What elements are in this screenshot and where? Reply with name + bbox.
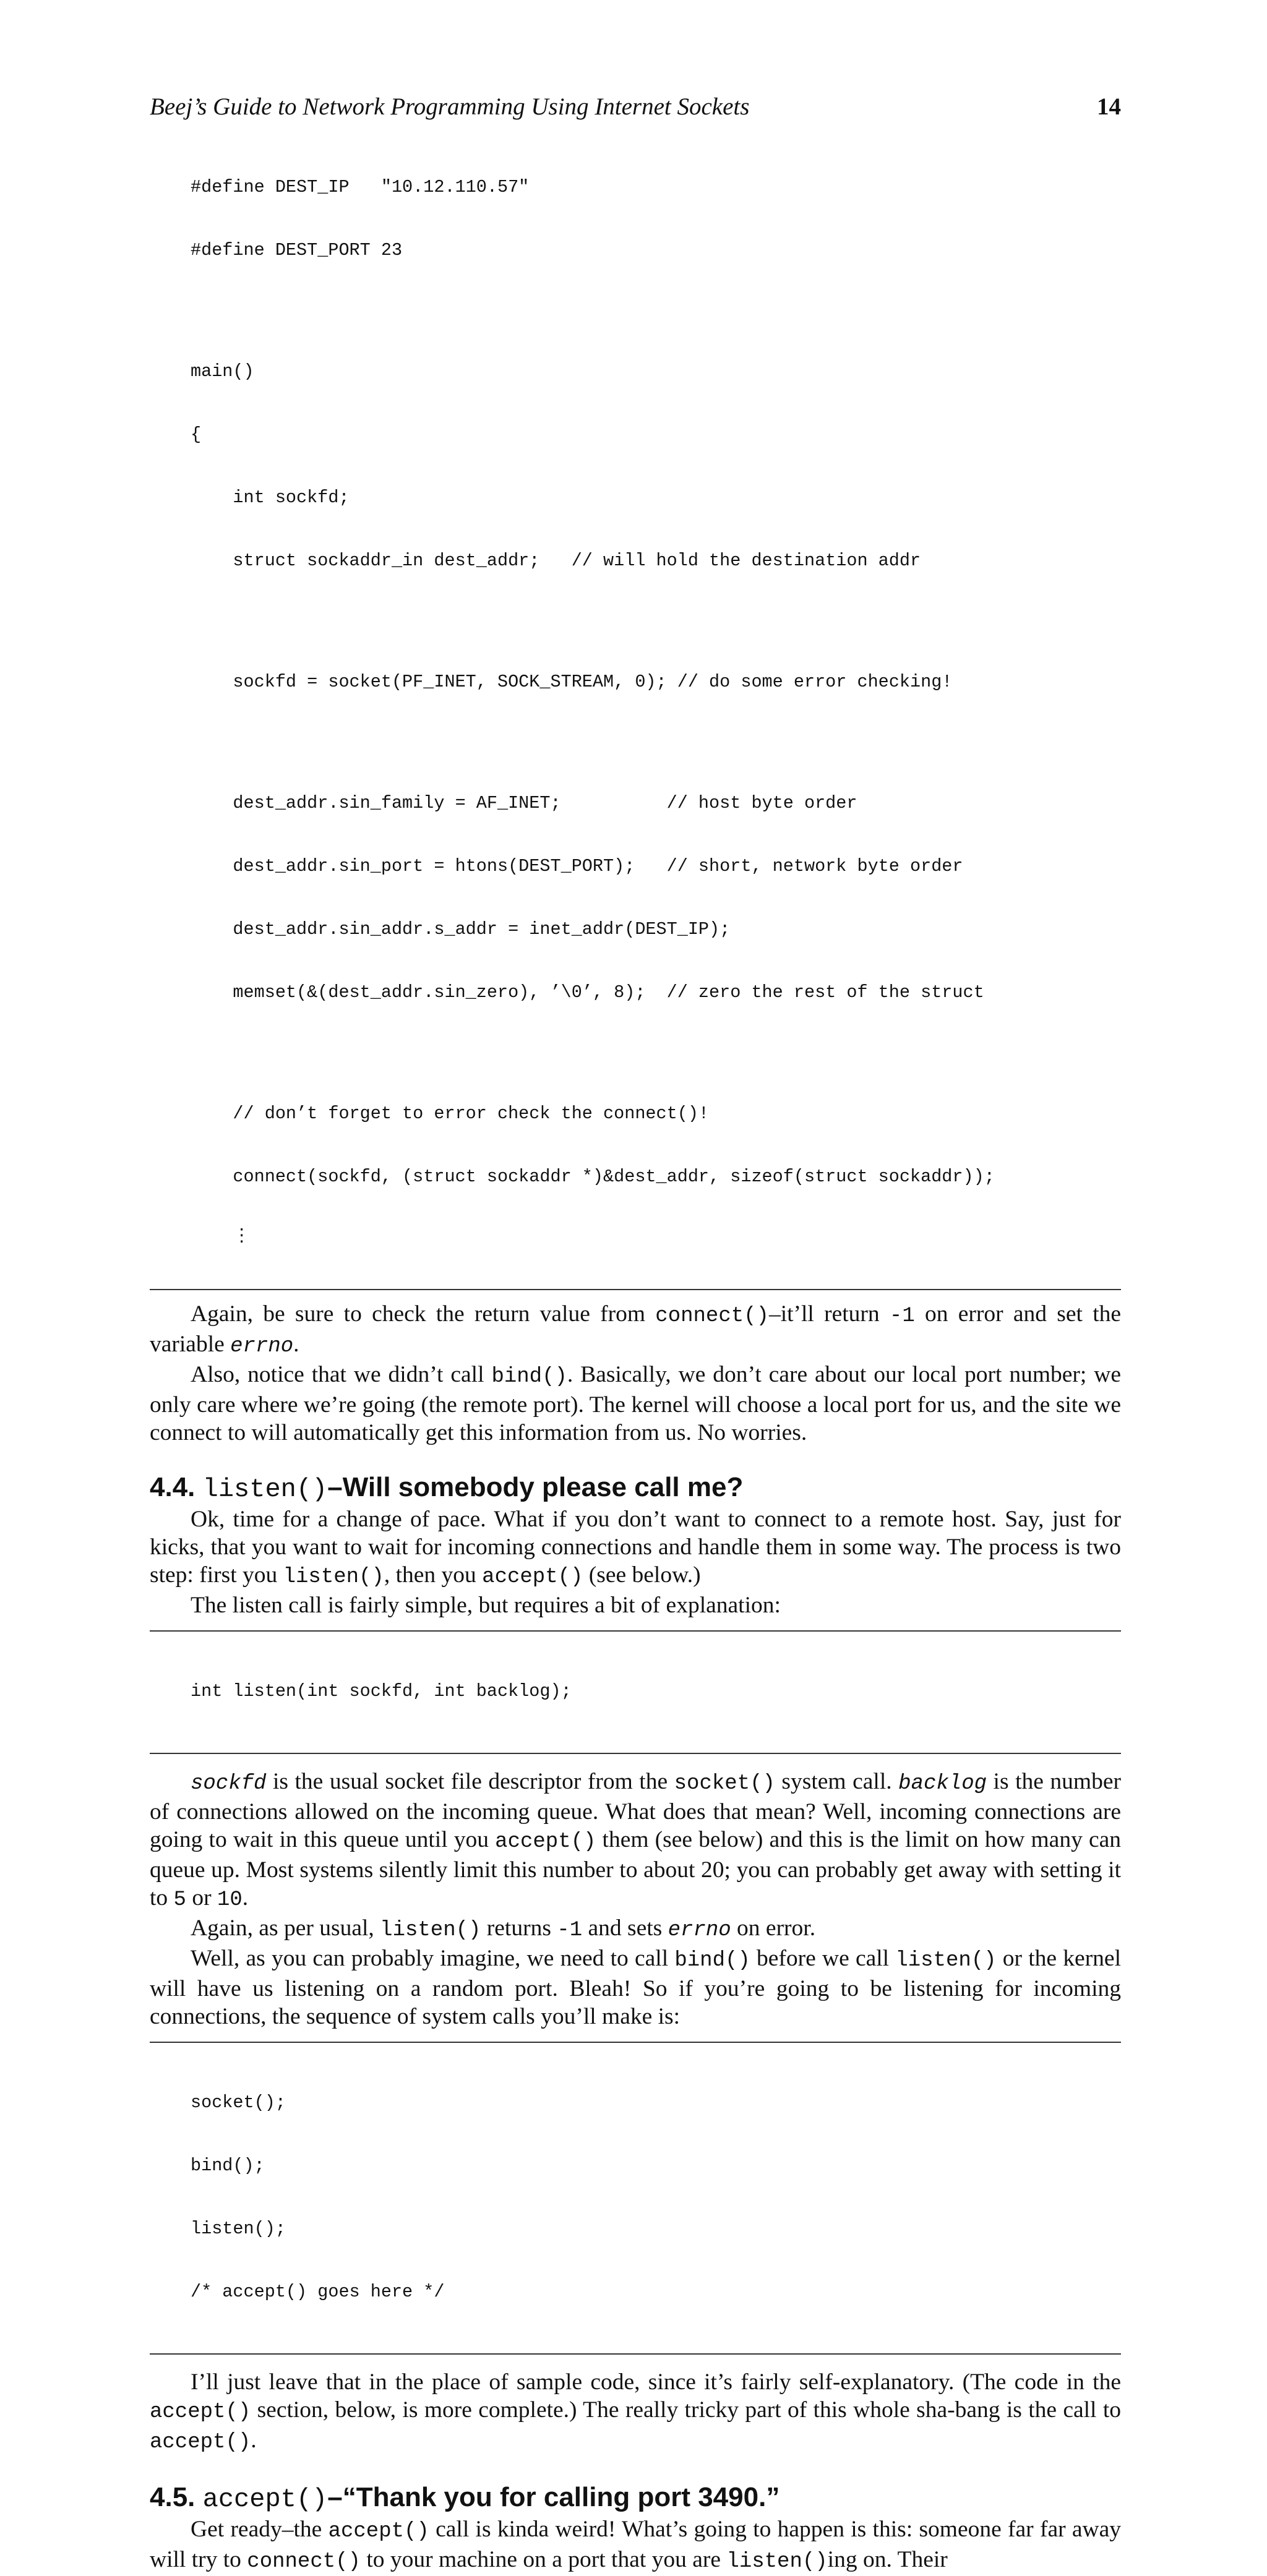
horizontal-rule [150,1289,1121,1290]
code-line: // don’t forget to error check the connect()! [191,1103,710,1124]
code-inline: errno [668,1919,731,1942]
paragraph [150,1505,1121,1591]
document-page [150,93,1121,2576]
text: on error. [731,1915,816,1941]
text: Also, notice that we didn’t call [191,1362,492,1387]
text: (see below.) [583,1562,701,1588]
code-blank-line [191,303,1121,319]
code-inline: accept() [328,2520,429,2543]
code-blank-line [191,1045,1121,1061]
code-inline: listen() [283,1565,384,1589]
text: call is kinda weird! What’s going to happen is this: someone far far away will try to [150,2517,1122,2572]
text: –it’ll return [768,1301,890,1327]
horizontal-rule [150,1753,1121,1754]
code-line: int listen(int sockfd, int backlog); [191,1681,572,1701]
code-block-listen-signature [150,1639,1121,1744]
code-inline: listen() [380,1919,481,1942]
code-inline: listen() [895,1949,997,1972]
code-inline: connect() [247,2550,361,2574]
horizontal-rule [150,2042,1121,2043]
code-block-connect-example [150,135,1121,1285]
text: Ok, time for a change of pace. What if you don’t want to connect to a remote host. Say, just for kicks, that you want to wait for incoming connections and handle them in some way. The process is two step: first you [150,1507,1121,1588]
section-number: 4.4. [150,1472,195,1502]
text: is the usual socket file descriptor from the [266,1769,674,1794]
text: , then you [384,1562,483,1588]
code-inline: connect() [655,1304,769,1328]
section-heading-4-5 [150,2481,1121,2515]
code-line: ⋮ [191,1226,251,1246]
code-inline: backlog [898,1772,987,1795]
text: section, below, is more complete.) The really tricky part of this whole sha-bang is the call to [251,2397,1121,2423]
page-number: 14 [1097,93,1121,120]
code-inline: -1 [889,1304,915,1328]
code-line: listen(); [191,2219,286,2239]
code-inline: 10 [217,1888,243,1912]
code-line: int sockfd; [191,487,350,508]
code-inline: socket() [674,1772,775,1795]
text: before we call [750,1946,896,1971]
code-line: sockfd = socket(PF_INET, SOCK_STREAM, 0); // do some error checking! [191,672,953,692]
code-line: #define DEST_IP "10.12.110.57" [191,177,530,197]
paragraph [150,1945,1121,2030]
horizontal-rule [150,1630,1121,1632]
text: I’ll just leave that in the place of sample code, since it’s fairly self-explanatory. (The code in the [191,2369,1121,2395]
text: . Basically, we don’t care about our local port number; we only care where we’re going (the remote port). The kernel will choose a local port for us, and the site we connect to will automatically get this information from us. No worries. [150,1362,1122,1445]
code-inline: sockfd [191,1772,267,1795]
code-blank-line [191,735,1121,751]
section-function: listen() [202,1474,328,1504]
text: Get ready–the [191,2517,329,2542]
code-line: #define DEST_PORT 23 [191,240,403,260]
code-line: dest_addr.sin_port = htons(DEST_PORT); // short, network byte order [191,856,963,876]
header-title: Beej’s Guide to Network Programming Using Internet Sockets [150,93,750,120]
paragraph [150,2368,1121,2457]
code-line: memset(&(dest_addr.sin_zero), ’\0’, 8); // zero the rest of the struct [191,982,984,1003]
text: Again, as per usual, [191,1915,380,1941]
code-block-call-sequence [150,2050,1121,2345]
text: is the number of connections allowed on the incoming queue. What does that mean? Well, incoming connections are going to wait in this queue until you [150,1769,1121,1852]
code-inline: accept() [495,1830,596,1854]
paragraph [150,1361,1121,1447]
code-line: socket(); [191,2092,286,2113]
code-line: { [191,424,202,445]
section-number: 4.5. [150,2482,195,2512]
section-heading-4-4 [150,1471,1121,1505]
code-inline: accept() [150,2431,251,2454]
section-function: accept() [202,2484,328,2514]
text: . [293,1332,299,1357]
text: or the kernel will have us listening on a random port. Bleah! So if you’re going to be listening for incoming connections, the sequence of system calls you’ll make is: [150,1946,1121,2029]
horizontal-rule [150,2353,1121,2355]
code-line: main() [191,361,254,382]
code-inline: errno [230,1335,294,1358]
paragraph [150,2515,1121,2576]
paragraph [150,1914,1121,1945]
code-inline: bind() [491,1365,567,1389]
paragraph [150,1768,1121,1914]
code-inline: listen() [726,2550,828,2574]
code-inline: accept() [482,1565,583,1589]
text: and sets [582,1915,668,1941]
code-line: connect(sockfd, (struct sockaddr *)&dest_addr, sizeof(struct sockaddr)); [191,1166,995,1187]
running-header [150,93,1121,136]
text: . [251,2428,257,2453]
text: or [186,1885,217,1911]
code-line: struct sockaddr_in dest_addr; // will hold the destination addr [191,550,921,571]
text: Well, as you can probably imagine, we need to call [191,1946,675,1971]
section-title: –Will somebody please call me? [327,1472,744,1502]
code-inline: accept() [150,2400,251,2424]
paragraph [150,1300,1121,1361]
paragraph: The listen call is fairly simple, but requires a bit of explanation: [191,1593,781,1618]
text: returns [481,1915,557,1941]
code-line: bind(); [191,2155,265,2176]
code-line: dest_addr.sin_addr.s_addr = inet_addr(DEST_IP); [191,919,731,939]
text: . [242,1885,249,1911]
code-inline: 5 [173,1888,186,1912]
code-line: dest_addr.sin_family = AF_INET; // host byte order [191,793,857,813]
text: to your machine on a port that you are [360,2547,727,2572]
text: on error and set the variable [150,1301,1122,1357]
text: them (see below) and this is the limit on how many can queue up. Most systems silently limit this number to about 20; you can probably get away with setting it to [150,1827,1121,1911]
text: ing on. Their [827,2547,948,2572]
code-blank-line [191,614,1121,630]
section-title: –“Thank you for calling port 3490.” [327,2482,780,2512]
text: system call. [775,1769,899,1794]
code-inline: -1 [557,1919,583,1942]
code-line: /* accept() goes here */ [191,2282,445,2302]
code-inline: bind() [674,1949,750,1972]
text: Again, be sure to check the return value from [191,1301,656,1327]
